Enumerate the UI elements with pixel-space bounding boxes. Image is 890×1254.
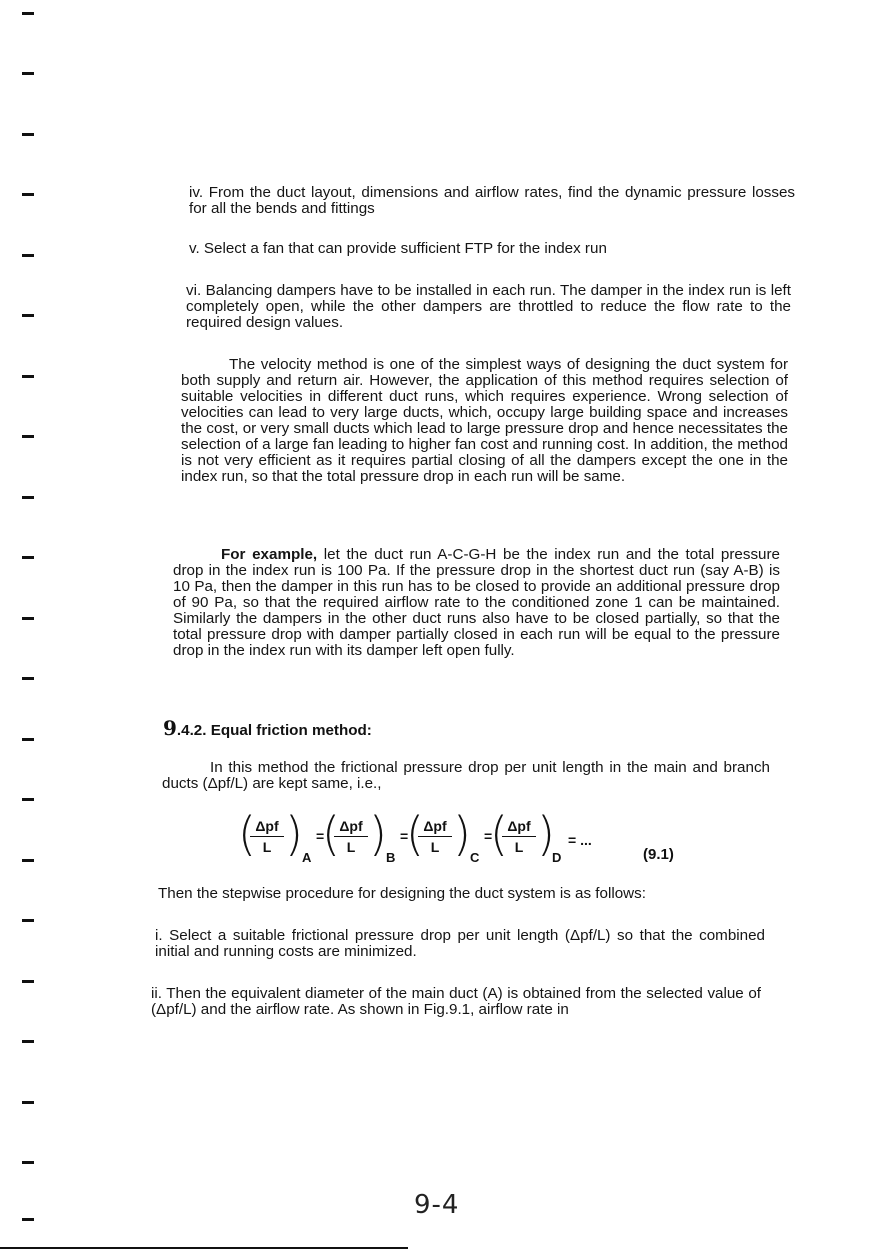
margin-mark — [22, 677, 34, 680]
section-title: .4.2. Equal friction method: — [176, 722, 372, 739]
bottom-rule — [0, 1247, 408, 1249]
example-body: let the duct run A-C-G-H be the index run and the total pressure drop in the index run is 100 Pa. If the pressure drop in the shortest duct run (say A-B) is 10 Pa, then the damper in this run has to be closed to provide an additional pressure drop of 90 Pa, so that the required airflow rate to the conditioned zone 1 can be maintained. Similarly the dampers in the other duct runs also have to be closed partially, so that the total pressure drop with damper partially closed in each run will be equal to the pressure drop in the index run with its damper left open fully. — [173, 546, 780, 659]
margin-mark — [22, 193, 34, 196]
example-paragraph — [173, 547, 780, 659]
section-number: 9 — [163, 716, 177, 740]
margin-mark — [22, 12, 34, 15]
margin-mark — [22, 617, 34, 620]
margin-mark — [22, 496, 34, 499]
subscript-c: C — [470, 850, 480, 865]
step-v-paragraph: v. Select a fan that can provide sufficient FTP for the index run — [189, 240, 607, 257]
step-vi-paragraph: vi. Balancing dampers have to be installed in each run. The damper in the index run is left completely open, while the other dampers are throttled to reduce the flow rate to the required design values. — [186, 282, 791, 331]
equals-sign: = — [400, 828, 409, 844]
margin-mark — [22, 859, 34, 862]
equation-9-1: ( Δpf L ) A = ( Δpf L ) B = ( Δpf L ) C = ( Δpf L ) D = ... — [238, 807, 592, 865]
margin-mark — [22, 738, 34, 741]
subscript-b: B — [386, 850, 396, 865]
page-number: 9-4 — [414, 1190, 460, 1220]
margin-mark — [22, 72, 34, 75]
margin-mark — [22, 1040, 34, 1043]
margin-mark — [22, 435, 34, 438]
subscript-a: A — [302, 850, 312, 865]
section-heading — [163, 716, 372, 740]
margin-mark — [22, 133, 34, 136]
margin-mark — [22, 1161, 34, 1164]
stepwise-intro: Then the stepwise procedure for designing the duct system is as follows: — [158, 885, 646, 902]
equals-sign: = — [316, 828, 325, 844]
equal-friction-intro: In this method the frictional pressure drop per unit length in the main and branch ducts (Δpf/L) are kept same, i.e., — [162, 759, 770, 792]
velocity-method-paragraph: The velocity method is one of the simplest ways of designing the duct system for both supply and return air. However, the application of this method requires selection of suitable velocities in different duct runs, which requires experience. Wrong selection of velocities can lead to very large ducts, which, occupy large building space and increases the cost, or very small ducts which lead to large pressure drop and hence necessitates the selection of a large fan leading to higher fan cost and running cost. In addition, the method is not very efficient as it requires partial closing of all the dampers except the one in the index run, so that the total pressure drop in each run will be same. — [181, 356, 788, 485]
step-i-paragraph: i. Select a suitable frictional pressure drop per unit length (Δpf/L) so that the combined initial and running costs are minimized. — [155, 927, 765, 960]
equals-sign: = — [484, 828, 493, 844]
subscript-d: D — [552, 850, 562, 865]
margin-mark — [22, 254, 34, 257]
margin-mark — [22, 1218, 34, 1221]
step-ii-paragraph: ii. Then the equivalent diameter of the main duct (A) is obtained from the selected value of (Δpf/L) and the airflow rate. As shown in Fig.9.1, airflow rate in — [151, 985, 761, 1018]
margin-mark — [22, 375, 34, 378]
example-lead: For example, — [221, 546, 318, 563]
margin-mark — [22, 1101, 34, 1104]
margin-mark — [22, 314, 34, 317]
margin-mark — [22, 798, 34, 801]
margin-mark — [22, 919, 34, 922]
margin-mark — [22, 980, 34, 983]
equation-number: (9.1) — [643, 846, 674, 863]
step-iv-paragraph: iv. From the duct layout, dimensions and airflow rates, find the dynamic pressure losses for all the bends and fittings — [189, 184, 795, 217]
margin-mark — [22, 556, 34, 559]
equation-continuation: = ... — [568, 832, 592, 848]
